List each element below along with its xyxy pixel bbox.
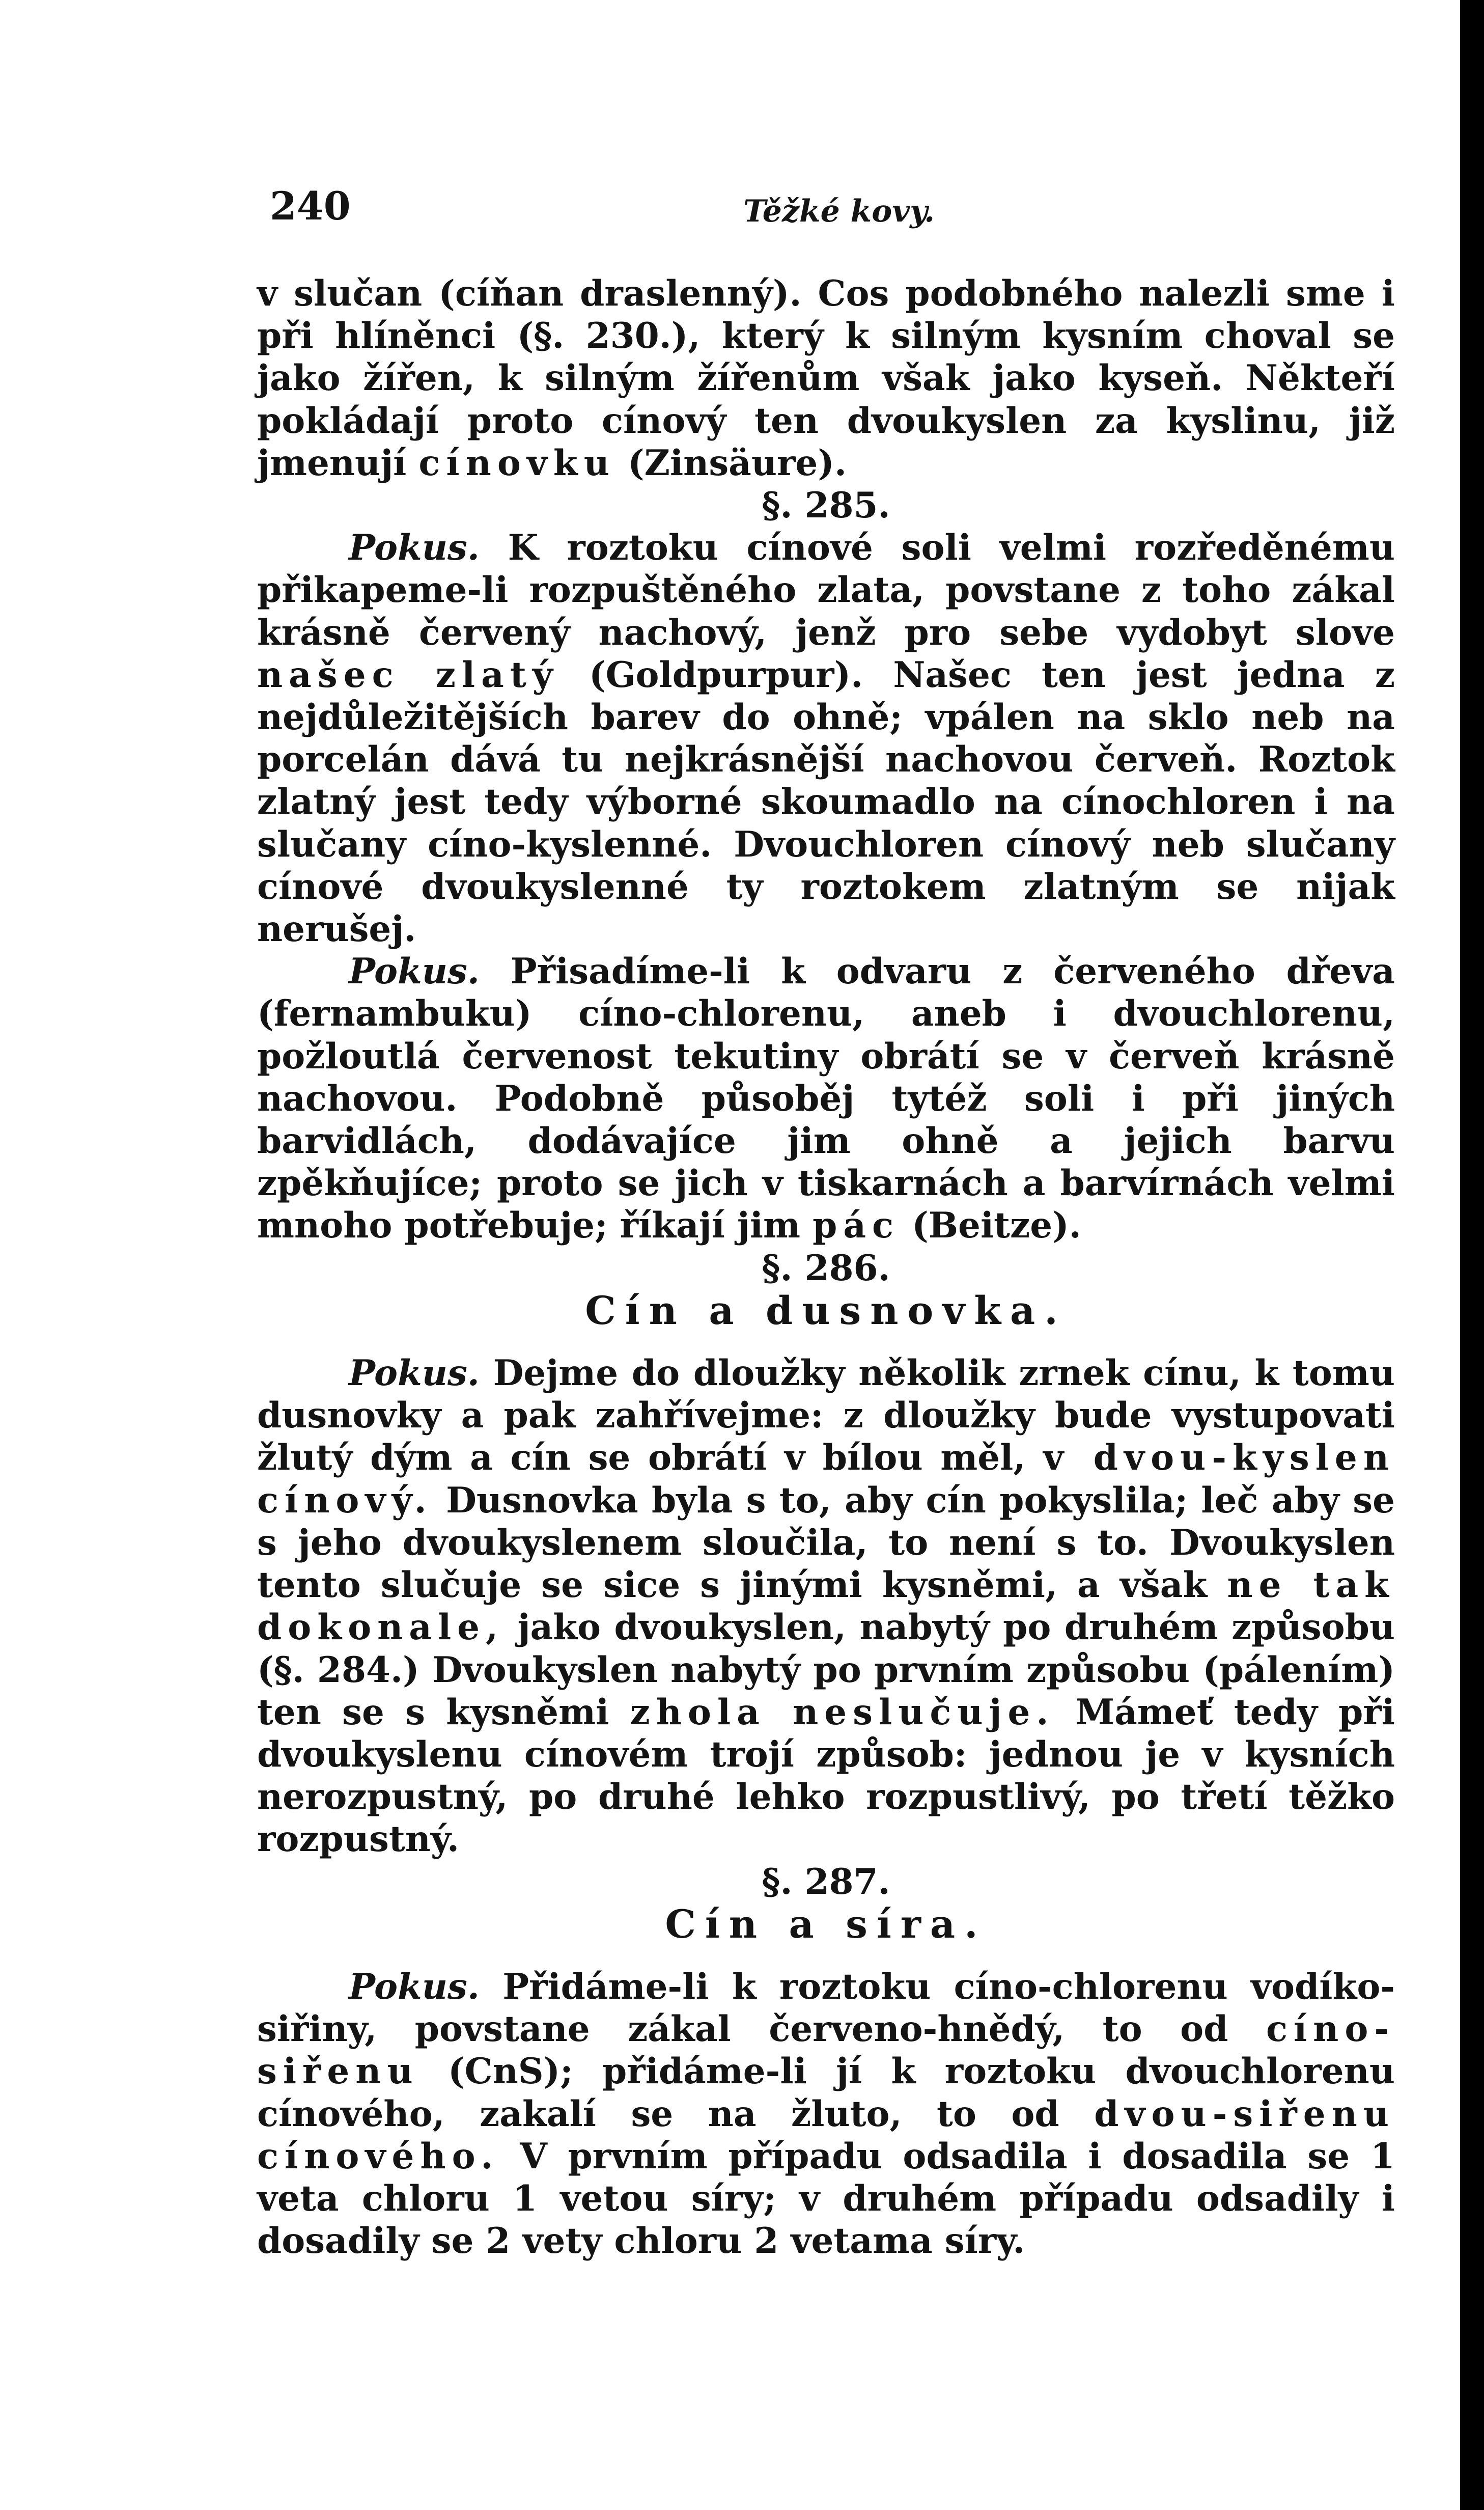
page-body [257,272,1395,2262]
paragraph-text: (Beitze). [912,1205,1081,1247]
paragraph-text: (Zinsäure). [627,442,847,484]
paragraph-text: Přidáme-li k roztoku cíno-chlorenu vodíko-siřiny, povstane zákal červeno-hnědý, to od [257,1966,1395,2050]
spacer [257,1332,1395,1352]
experiment-label: Pokus. [349,1353,480,1394]
page-header [255,178,1395,234]
experiment-label: Pokus. [349,527,480,569]
page-number: 240 [270,183,351,229]
paragraph-text: Dejme do dloužky několik zrnek cínu, k tomu dusnovky a pak zahřívejme: z dloužky bude vystupovati žlutý dým a cín se obrátí v bílou měl, [257,1353,1395,1479]
running-title: Těžké kovy. [743,194,935,229]
emphasized-term: cínovku [418,442,615,484]
emphasized-term: pác [813,1205,900,1247]
paragraph-text: V prvním případu odsadila i dosadila se 1 veta chloru 1 vetou síry; v druhém případu odsadily i dosadily se 2 vety chloru 2 vetama síry. [257,2135,1395,2262]
paragraph-experiment [257,527,1395,950]
paragraph-text: Mámeť tedy při dvoukyslenu cínovém trojí způsob: jednou je v kysních nerozpustný, po druhé lehko rozpustlivý, po třetí těžko rozpustný. [257,1691,1395,1860]
section-heading-287: Cín a síra. [665,1901,987,1947]
paragraph-text: v slučan (cíňan draslenný). Cos podobného nalezli sme i při hlíněnci (§. 230.), který k silným kysním choval se jako žířen, k silným žířenům však jako kyseň. Někteří pokládají proto cínový ten dvoukyslen za kyslinu, již jmenují [257,273,1395,484]
emphasized-term: cíno-siřenu [257,2008,1395,2092]
emphasized-term: našec zlatý [257,654,559,696]
emphasized-term: dvou-siřenu cínového. [257,2093,1395,2177]
paragraph-text: Přisadíme-li k odvaru z červeného dřeva (fernambuku) cíno-chlorenu, aneb i dvouchlorenu, požloutlá červenost tekutiny obrátí se v červeň krásně nachovou. Podobně působěj tytéž soli i při jiných barvidlách, dodávajíce jim ohně a jejich barvu zpěkňujíce; proto se jich v tiskarnách a barvírnách velmi mnoho potřebuje; říkají jim [257,951,1395,1247]
paragraph-experiment [257,1352,1395,1860]
section-number-287: §. 287. [762,1861,890,1902]
paragraph-text: Dusnovka byla s to, aby cín pokyslila; leč aby se s jeho dvoukyslenem sloučila, to není s to. Dvoukyslen tento slučuje se sice s jinými kysněmi, a však [257,1479,1395,1606]
emphasized-term: zhola neslučuje. [630,1691,1055,1733]
section-heading-286: Cín a dusnovka. [585,1287,1067,1333]
paragraph-text: (CnS); přidáme-li jí k roztoku dvouchlorenu cínového, zakalí se na žluto, to od [257,2051,1395,2135]
spacer [257,1945,1395,1966]
paragraph-text: (Goldpurpur). Našec ten jest jedna z nejdůležitějších barev do ohně; vpálen na sklo neb na porcelán dává tu nejkrásnější nachovou červeň. Roztok zlatný jest tedy výborné skoumadlo na cínochloren i na slučany cíno-kyslenné. Dvouchloren cínový neb slučany cínové dvoukyslenné ty roztokem zlatným se nijak nerušej. [257,654,1395,950]
paragraph-experiment [257,950,1395,1247]
section-number-285: §. 285. [762,485,890,527]
emphasized-term: ne tak dokonale, [257,1564,1395,1648]
paragraph-text: K roztoku cínové soli velmi rozředěnému přikapeme-li rozpuštěného zlata, povstane z toho zákal krásně červený nachový, jenž pro sebe vydobyt slove [257,527,1395,653]
experiment-label: Pokus. [349,1966,480,2007]
paragraph-text: jako dvoukyslen, nabytý po druhém způsobu (§. 284.) Dvoukyslen nabytý po prvním způsobu (pálením) ten se s kysněmi [257,1607,1395,1733]
paragraph-continuation [257,272,1395,484]
paragraph-experiment [257,1966,1395,2262]
experiment-label: Pokus. [349,951,480,992]
emphasized-term: v dvou-kyslen cínový. [257,1437,1395,1521]
section-number-286: §. 286. [762,1247,890,1289]
